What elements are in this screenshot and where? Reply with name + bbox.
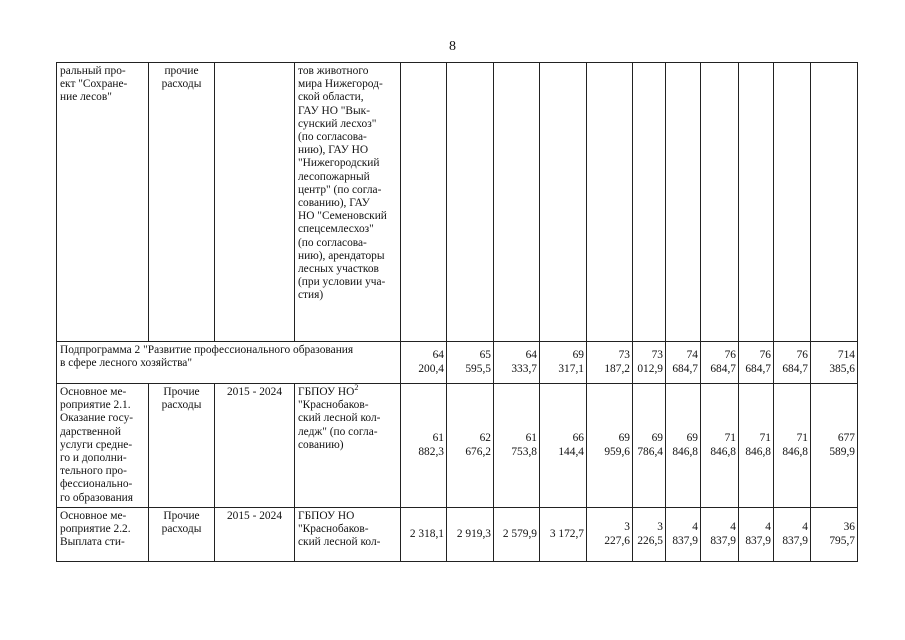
executor-line: (при условии уча- (298, 276, 386, 289)
value-cell: 69 786,4 (633, 384, 666, 508)
value-cell (401, 63, 447, 342)
executor-line: сованию), ГАУ (298, 197, 370, 210)
expense-type-line: расходы (161, 78, 202, 91)
value-cell: 3 226,5 (633, 508, 666, 562)
executor-line: (по согласова- (298, 236, 367, 249)
table-row (57, 342, 858, 384)
executor-line: ГБПОУ НО (298, 510, 355, 522)
table-row (57, 63, 858, 342)
expense-type-line: расходы (161, 523, 202, 536)
executor-line: (по согласова- (298, 131, 367, 144)
subprogram-title-cell (57, 342, 401, 384)
value-cell: 61 753,8 (494, 384, 540, 508)
value-cell: 36 795,7 (811, 508, 858, 562)
value-cell: 69 846,8 (666, 384, 701, 508)
expense-type-line: прочие (164, 65, 199, 77)
value-cell: 3 172,7 (540, 508, 587, 562)
value-cell: 2 579,9 (494, 508, 540, 562)
value-cell: 71 846,8 (739, 384, 774, 508)
value-cell (774, 63, 811, 342)
period-cell: 2015 - 2024 (215, 508, 295, 562)
value-cell: 61 882,3 (401, 384, 447, 508)
measure-name-cell (57, 63, 149, 342)
value-cell: 69 959,6 (587, 384, 633, 508)
executor-line: спецсемлесхоз" (298, 223, 374, 236)
table-row (57, 384, 858, 508)
expense-type-line: Прочие (163, 386, 200, 398)
executor-line: нию), ГАУ НО (298, 144, 369, 157)
executor-line: лесопожарный (298, 170, 370, 183)
value-cell: 64 200,4 (401, 342, 447, 384)
value-cell: 73 012,9 (633, 342, 666, 384)
value-cell: 2 919,3 (447, 508, 494, 562)
executor-line: стия) (298, 289, 324, 302)
executor-line: ской области, (298, 91, 364, 104)
value-cell: 64 333,7 (494, 342, 540, 384)
executor-line: ГАУ НО "Вык- (298, 104, 371, 117)
executor-line: нию), арендаторы (298, 249, 385, 262)
value-cell: 677 589,9 (811, 384, 858, 508)
executor-cell (295, 508, 401, 562)
executor-line: ский лесной кол- (298, 536, 381, 549)
value-cell (666, 63, 701, 342)
measure-name-line: Основное ме- (60, 510, 127, 522)
value-cell: 62 676,2 (447, 384, 494, 508)
value-cell (540, 63, 587, 342)
expense-type-cell (149, 508, 215, 562)
value-cell: 76 684,7 (701, 342, 739, 384)
measure-name-line: роприятие 2.2. (60, 523, 131, 536)
measure-name-line: Выплата сти- (60, 536, 125, 549)
value-cell: 66 144,4 (540, 384, 587, 508)
value-cell (701, 63, 739, 342)
executor-line: НО "Семеновский (298, 210, 387, 223)
value-cell (739, 63, 774, 342)
expense-type-line: расходы (161, 399, 202, 412)
measure-name-line: го образования (60, 491, 134, 504)
executor-line: мира Нижегород- (298, 78, 383, 91)
value-cell (587, 63, 633, 342)
measure-name-line: роприятие 2.1. (60, 399, 131, 412)
value-cell: 69 317,1 (540, 342, 587, 384)
measure-name-cell (57, 508, 149, 562)
expense-type-line: Прочие (163, 510, 200, 522)
measure-name-line: го и дополни- (60, 452, 127, 465)
table-row (57, 508, 858, 562)
value-cell (811, 63, 858, 342)
executor-org: ГБПОУ НО (298, 386, 355, 398)
executor-line: центр" (по согла- (298, 183, 382, 196)
subprogram-title-line: Подпрограмма 2 "Развитие профессионального образования (60, 344, 354, 356)
page-number: 8 (449, 39, 456, 54)
value-cell: 4 837,9 (666, 508, 701, 562)
measure-name-line: услуги средне- (60, 438, 133, 451)
value-cell: 74 684,7 (666, 342, 701, 384)
measure-name-line: ральный про- (60, 65, 126, 77)
measure-name-line: Оказание госу- (60, 412, 134, 425)
value-cell: 4 837,9 (739, 508, 774, 562)
value-cell: 76 684,7 (774, 342, 811, 384)
value-cell: 4 837,9 (701, 508, 739, 562)
measure-name-cell (57, 384, 149, 508)
value-cell: 71 846,8 (701, 384, 739, 508)
executor-line: тов животного (298, 65, 369, 77)
executor-cell: ГБПОУ $НО^2$ "Краснобаков- ский лесной кол- ледж" (по согла- сованию) (295, 384, 401, 508)
measure-name-line: дарственной (60, 425, 121, 438)
program-table (56, 62, 858, 562)
measure-name-line: ект "Сохране- (60, 78, 128, 91)
measure-name-line: Основное ме- (60, 386, 127, 398)
value-cell (447, 63, 494, 342)
measure-name-line: ние лесов" (60, 91, 112, 104)
executor-line: "Краснобаков- (298, 523, 369, 536)
value-cell: 714 385,6 (811, 342, 858, 384)
period-cell (215, 63, 295, 342)
period-cell: 2015 - 2024 (215, 384, 295, 508)
executor-line: сунский лесхоз" (298, 117, 377, 130)
measure-name-line: фессионально- (60, 478, 133, 491)
value-cell (494, 63, 540, 342)
expense-type-cell (149, 384, 215, 508)
executor-line: лесных участков (298, 263, 379, 276)
value-cell: 4 837,9 (774, 508, 811, 562)
footnote-mark: 2 (354, 383, 359, 393)
executor-cell (295, 63, 401, 342)
executor-line: "Нижегородский (298, 157, 380, 170)
measure-name-line: тельного про- (60, 465, 127, 478)
value-cell: 71 846,8 (774, 384, 811, 508)
value-cell: 76 684,7 (739, 342, 774, 384)
expense-type-cell (149, 63, 215, 342)
value-cell: 3 227,6 (587, 508, 633, 562)
value-cell: 73 187,2 (587, 342, 633, 384)
value-cell: 2 318,1 (401, 508, 447, 562)
value-cell (633, 63, 666, 342)
subprogram-title-line: в сфере лесного хозяйства" (60, 357, 193, 370)
value-cell: 65 595,5 (447, 342, 494, 384)
